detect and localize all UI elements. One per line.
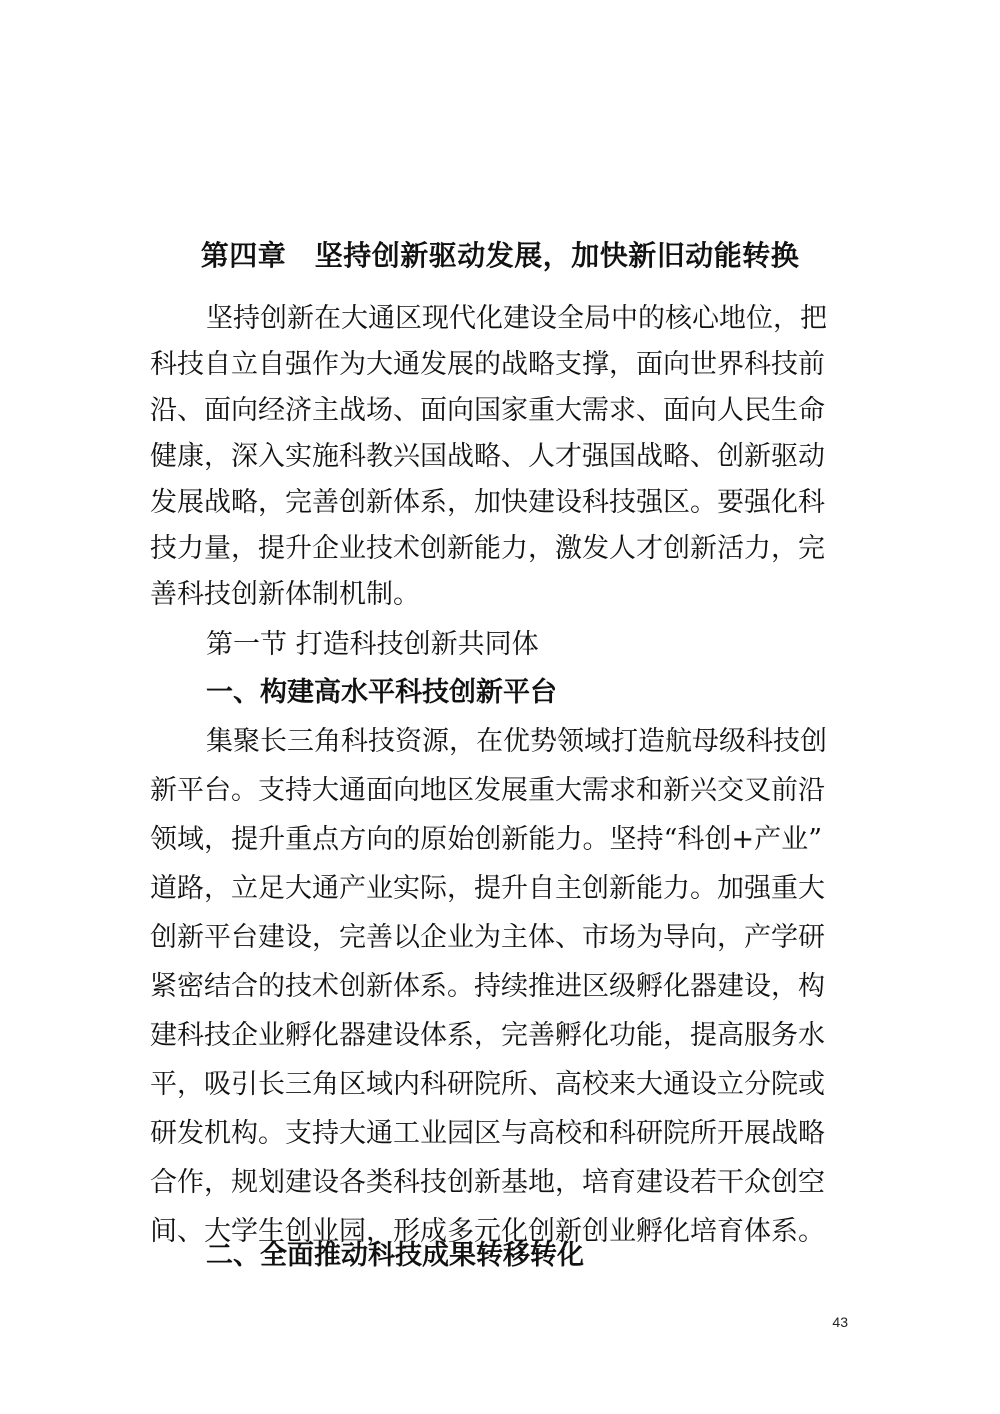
intro-paragraph-line: 坚持创新在大通区现代化建设全局中的核心地位，把 xyxy=(206,303,827,334)
subsection-title: 一、构建高水平科技创新平台 xyxy=(206,677,557,708)
intro-paragraph-line: 健康，深入实施科教兴国战略、人才强国战略、创新驱动 xyxy=(150,441,825,472)
subsection-paragraph-line: 新平台。支持大通面向地区发展重大需求和新兴交叉前沿 xyxy=(150,775,825,806)
subsection-paragraph-line: 建科技企业孵化器建设体系，完善孵化功能，提高服务水 xyxy=(150,1020,825,1051)
subsection-paragraph-line: 合作，规划建设各类科技创新基地，培育建设若干众创空 xyxy=(150,1167,825,1198)
intro-paragraph-line: 发展战略，完善创新体系，加快建设科技强区。要强化科 xyxy=(150,487,825,518)
subsection-paragraph-line: 紧密结合的技术创新体系。持续推进区级孵化器建设，构 xyxy=(150,971,825,1002)
intro-paragraph-line: 技力量，提升企业技术创新能力，激发人才创新活力，完 xyxy=(150,533,825,564)
page-number: 43 xyxy=(832,1314,848,1330)
subsection-paragraph-line: 创新平台建设，完善以企业为主体、市场为导向，产学研 xyxy=(150,922,825,953)
intro-paragraph-line: 沿、面向经济主战场、面向国家重大需求、面向人民生命 xyxy=(150,395,825,426)
subsection-title: 二、全面推动科技成果转移转化 xyxy=(206,1240,584,1271)
subsection-paragraph-line: 领域，提升重点方向的原始创新能力。坚持“科创+产业” xyxy=(150,824,822,855)
subsection-paragraph-line: 间、大学生创业园，形成多元化创新创业孵化培育体系。 xyxy=(150,1216,825,1247)
chapter-title: 第四章 坚持创新驱动发展，加快新旧动能转换 xyxy=(200,239,800,272)
subsection-paragraph-line: 集聚长三角科技资源，在优势领域打造航母级科技创 xyxy=(206,726,827,757)
subsection-paragraph-line: 平，吸引长三角区域内科研院所、高校来大通设立分院或 xyxy=(150,1069,825,1100)
intro-paragraph-line: 善科技创新体制机制。 xyxy=(150,579,420,610)
subsection-paragraph-line: 道路，立足大通产业实际，提升自主创新能力。加强重大 xyxy=(150,873,825,904)
intro-paragraph-line: 科技自立自强作为大通发展的战略支撑，面向世界科技前 xyxy=(150,349,825,380)
section-title: 第一节 打造科技创新共同体 xyxy=(206,629,539,660)
subsection-paragraph-line: 研发机构。支持大通工业园区与高校和科研院所开展战略 xyxy=(150,1118,825,1149)
